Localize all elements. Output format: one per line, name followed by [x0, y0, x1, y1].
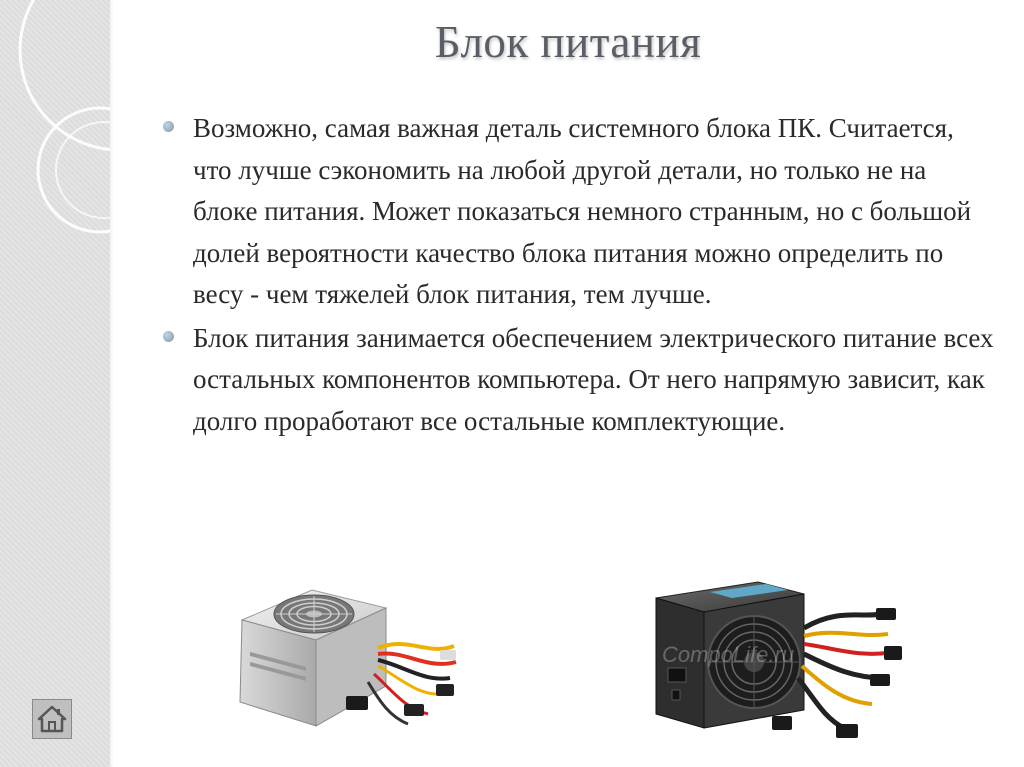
- bullet-dot-icon: [163, 121, 174, 132]
- bullet-text: Блок питания занимается обеспечением электрического питание всех остальных компонентов компьютера. От него напрямую зависит, как долго проработают все остальные комплектующие.: [193, 322, 994, 436]
- watermark-text: CompoLife.ru: [662, 642, 795, 667]
- psu-silver-image: [228, 586, 464, 731]
- bullet-item: [160, 318, 995, 443]
- psu-black-image: [648, 578, 904, 743]
- bullet-item: [160, 108, 995, 316]
- slide-title: Блок питания: [434, 17, 702, 67]
- home-icon: [33, 700, 71, 738]
- home-button[interactable]: [32, 699, 72, 739]
- band-edge: [110, 0, 114, 767]
- slide-content: [160, 108, 995, 444]
- bullet-dot-icon: [163, 331, 174, 342]
- decorative-circles: [0, 0, 112, 300]
- bullet-text: Возможно, самая важная деталь системного блока ПК. Считается, что лучше сэкономить на любой другой детали, но только не на блоке питания. Может показаться немного странным, но с большой долей вероятности качество блока питания можно определить по весу - чем тяжелей блок питания, тем лучше.: [193, 113, 972, 309]
- decorative-band: [0, 0, 112, 767]
